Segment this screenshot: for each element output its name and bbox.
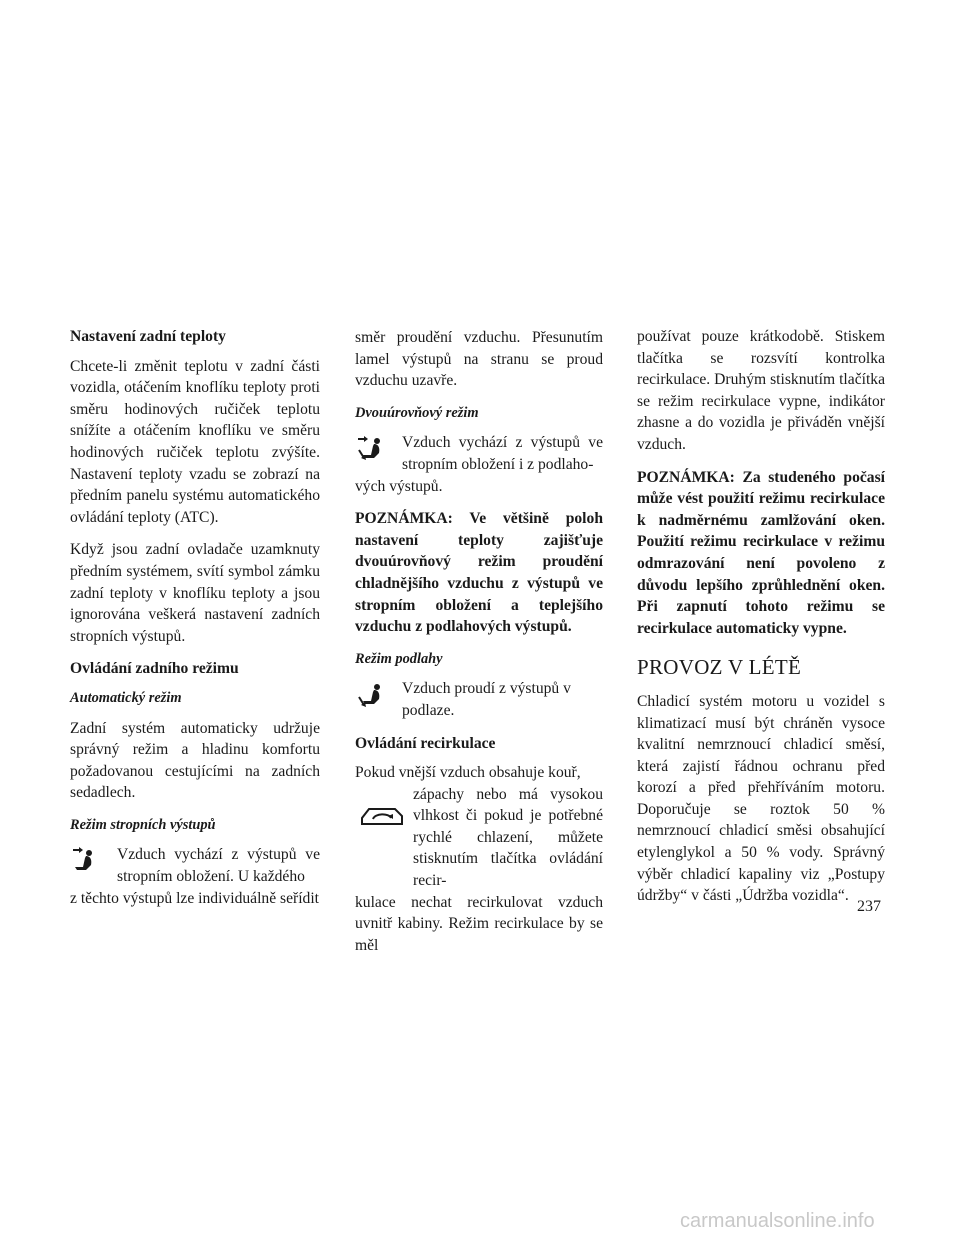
heading-ceiling-mode: Režim stropních výstupů: [70, 816, 216, 833]
paragraph-floor-mode: Vzduch proudí z výstupů v podlaze.: [402, 680, 571, 719]
vent-floor-icon: [357, 682, 385, 712]
floor-mode-block: [355, 678, 603, 721]
heading-bilevel-mode: Dvouúrovňový režim: [355, 404, 479, 421]
paragraph-recirculation-indent: zápachy nebo má vysokou vlhkost či pokud je potřebné rychlé chlazení, můžete stisknutím tlačítka ovládání recir-: [413, 785, 603, 890]
paragraph-bilevel-mode-rest: vých výstupů.: [355, 477, 443, 495]
heading-rear-temperature: Nastavení zadní teploty: [70, 328, 226, 345]
note-recirculation: POZNÁMKA: Za studeného počasí může vést použití režimu recirkulace k nadměrnému zamlžování oken. Použití režimu recirkulace v režimu odmrazování není povoleno z důvodu lepšího zprůhlednění oken. Při zapnutí tohoto režimu se recirkulace automaticky vypne.: [637, 468, 885, 637]
paragraph-recirculation-rest: kulace nechat recirkulovat vzduch uvnitř kabiny. Režim recirkulace by se měl: [355, 893, 603, 954]
paragraph-air-direction: směr proudění vzduchu. Přesunutím lamel výstupů na stranu se proud vzduchu uzavře.: [355, 329, 603, 390]
column-middle: [355, 327, 603, 956]
paragraph-auto-mode: Zadní systém automaticky udržuje správný režim a hladinu komfortu požadovanou cestujícími na zadních sedadlech.: [70, 719, 320, 802]
paragraph-ceiling-mode-indent: Vzduch vychází z výstupů ve stropním obložení. U každého: [117, 846, 320, 886]
paragraph-bilevel-mode-indent: Vzduch vychází z výstupů ve stropním obložení i z podlaho-: [402, 434, 603, 473]
ceiling-mode-block: [70, 844, 320, 909]
paragraph-recirculation-first: Pokud vnější vzduch obsahuje kouř,: [355, 764, 581, 782]
bilevel-mode-block: [355, 432, 603, 497]
paragraph-rear-temperature-1: Chcete-li změnit teplotu v zadní části vozidla, otáčením knoflíku teploty proti směru hodinových ručiček teplotu snížíte a otáčením knoflíku ve směru hodinových ručiček teplotu zvýšíte. Nastavení teploty vzadu se zobrazí na předním panelu systému automatického ovládání teploty (ATC).: [70, 357, 320, 526]
paragraph-recirculation-continued: používat pouze krátkodobě. Stiskem tlačítka se rozsvítí kontrolka recirkulace. Druhým stisknutím tlačítka se režim recirkulace vypne, indikátor zhasne a do vozidla je přiváděn vnější vzduch.: [637, 328, 885, 453]
heading-rear-mode: Ovládání zadního režimu: [70, 660, 239, 678]
vent-ceiling-icon: [72, 846, 96, 876]
recirculation-icon: [359, 804, 405, 830]
vent-bilevel-icon: [357, 434, 385, 464]
note-bilevel: POZNÁMKA: Ve většině poloh nastavení teploty zajišťuje dvouúrovňový režim proudění chladnějšího vzduchu z výstupů ve stropním obložení a teplejšího vzduchu z podlahových výstupů.: [355, 510, 603, 636]
column-right: [637, 326, 885, 918]
heading-recirculation: Ovládání recirkulace: [355, 734, 496, 752]
heading-floor-mode: Režim podlahy: [355, 650, 443, 667]
paragraph-rear-temperature-2: Když jsou zadní ovladače uzamknuty předním systémem, svítí symbol zámku zadní teploty v knoflíku teploty a jsou ignorována veškerá nastavení zadních stropních výstupů.: [70, 541, 320, 645]
paragraph-summer-operation: Chladicí systém motoru u vozidel s klimatizací musí být chráněn vysoce kvalitní nemrznoucí chladicí směsí, která zajistí řádnou ochranu před korozí a před přehříváním motoru. Doporučuje se roztok 50 % nemrznoucí chladicí směsi obsahující etylenglykol a 50 % vody. Správný výběr chladicí kapaliny viz „Postupy údržby“ v části „Údržba vozidla“.: [637, 692, 885, 905]
paragraph-ceiling-mode-rest: z těchto výstupů lze individuálně seřídit: [70, 889, 320, 907]
recirculation-block: [355, 762, 603, 956]
column-left: [70, 326, 320, 909]
watermark: carmanualsonline.info: [680, 1210, 875, 1232]
heading-auto-mode: Automatický režim: [70, 689, 182, 706]
heading-summer-operation: PROVOZ V LÉTĚ: [637, 655, 802, 680]
page-number: 237: [857, 898, 881, 915]
